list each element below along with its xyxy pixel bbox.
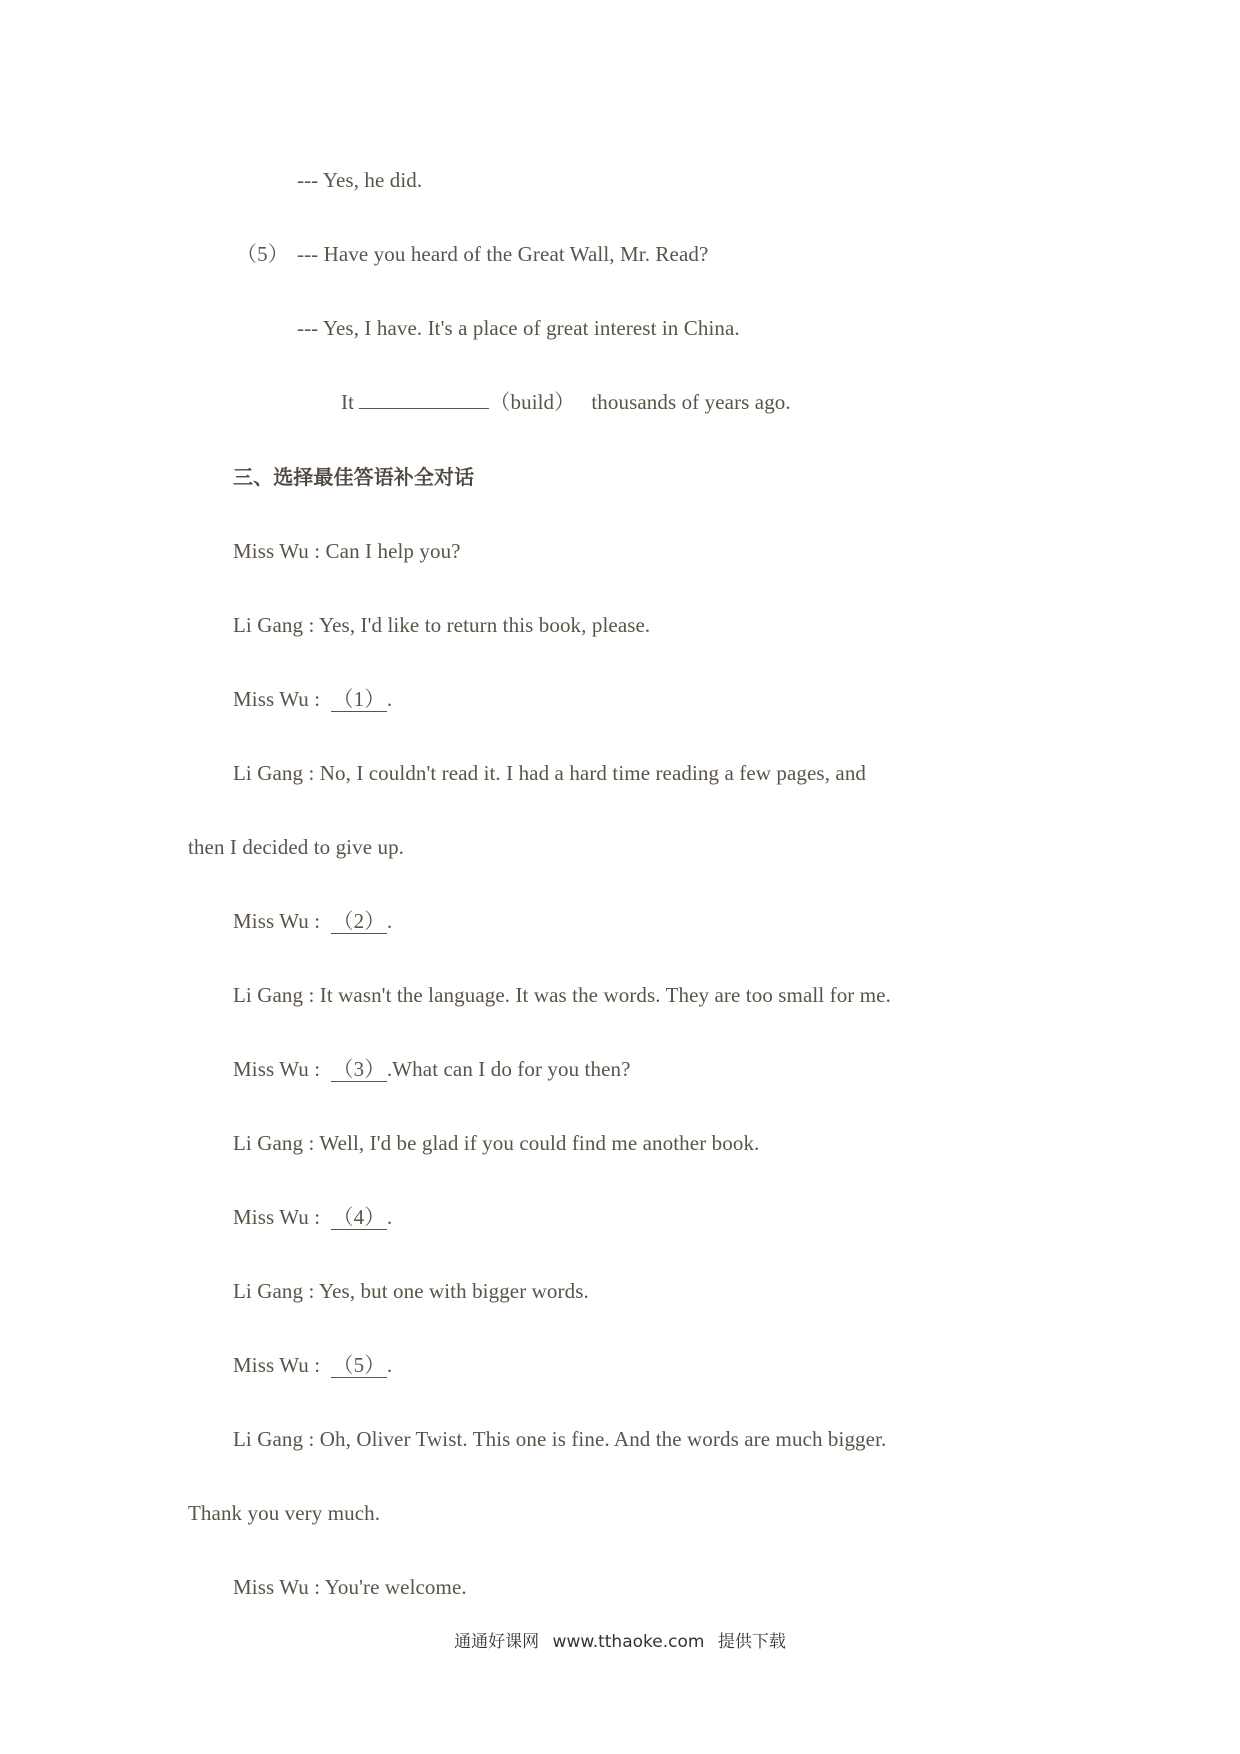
dialogue-line-8: Li Gang : Well, I'd be glad if you could find me another book. [233, 1131, 760, 1155]
q5-line-start: It [341, 390, 355, 414]
speaker: Miss Wu [233, 1575, 309, 1599]
section3-heading: 三、选择最佳答语补全对话 [233, 465, 475, 489]
answer-blank-4: （4） [332, 1205, 386, 1229]
q5-fill-line [341, 388, 791, 416]
dialogue-text: You're welcome. [324, 1575, 467, 1599]
speaker: Li Gang [233, 613, 304, 637]
dialogue-text: Oh, Oliver Twist. This one is fine. And the words are much bigger. [319, 1427, 887, 1451]
dialogue-text: Well, I'd be glad if you could find me another book. [319, 1131, 760, 1155]
q5-hint: （build） [489, 390, 576, 414]
speaker: Miss Wu [233, 1205, 309, 1229]
q5-question: --- Have you heard of the Great Wall, Mr. Read? [297, 242, 709, 266]
dialogue-line-12-continuation: Thank you very much. [188, 1501, 381, 1525]
speaker: Li Gang [233, 1279, 304, 1303]
footer-url: www.tthaoke.com [552, 1632, 705, 1652]
dialogue-text: No, I couldn't read it. I had a hard time reading a few pages, and [319, 761, 867, 785]
dialogue-line-3: Miss Wu : （1）. [233, 687, 393, 711]
dialogue-text: .What can I do for you then? [386, 1057, 631, 1081]
dialogue-line-9: Miss Wu : （4）. [233, 1205, 393, 1229]
q5-number: （5） [236, 242, 289, 266]
dialogue-line-7: Miss Wu : （3）.What can I do for you then? [233, 1057, 631, 1081]
dialogue-line-2: Li Gang : Yes, I'd like to return this book, please. [233, 613, 651, 637]
speaker: Miss Wu [233, 539, 309, 563]
dialogue-text: Can I help you? [325, 539, 461, 563]
footer-site-name: 通通好课网 [454, 1632, 540, 1652]
q5-blank [359, 408, 489, 409]
answer-blank-1: （1） [332, 687, 386, 711]
footer-suffix: 提供下载 [717, 1632, 786, 1652]
speaker: Miss Wu [233, 1057, 309, 1081]
dialogue-line-4: Li Gang : No, I couldn't read it. I had a hard time reading a few pages, and [233, 761, 867, 785]
speaker: Li Gang [233, 983, 304, 1007]
dialogue-text: . [386, 1205, 393, 1229]
page-footer [0, 1627, 1240, 1652]
q4-answer: --- Yes, he did. [297, 168, 423, 192]
answer-blank-2: （2） [332, 909, 386, 933]
speaker: Li Gang [233, 1131, 304, 1155]
dialogue-text: . [386, 1353, 393, 1377]
dialogue-line-4-continuation: then I decided to give up. [188, 835, 405, 859]
dialogue-text: Yes, but one with bigger words. [318, 1279, 589, 1303]
dialogue-text: Yes, I'd like to return this book, please. [318, 613, 651, 637]
dialogue-line-10: Li Gang : Yes, but one with bigger words. [233, 1279, 589, 1303]
speaker: Li Gang [233, 1427, 304, 1451]
dialogue-line-1: Miss Wu : Can I help you? [233, 539, 461, 563]
speaker: Miss Wu [233, 909, 309, 933]
dialogue-line-12: Li Gang : Oh, Oliver Twist. This one is fine. And the words are much bigger. [233, 1427, 887, 1451]
q5-answer: --- Yes, I have. It's a place of great interest in China. [297, 316, 740, 340]
speaker: Li Gang [233, 761, 304, 785]
speaker: Miss Wu [233, 1353, 309, 1377]
dialogue-line-13: Miss Wu : You're welcome. [233, 1575, 467, 1599]
dialogue-text: It wasn't the language. It was the words. They are too small for me. [319, 983, 891, 1007]
dialogue-text: . [386, 909, 393, 933]
speaker: Miss Wu [233, 687, 309, 711]
answer-blank-3: （3） [332, 1057, 386, 1081]
answer-blank-5: （5） [332, 1353, 386, 1377]
dialogue-line-6: Li Gang : It wasn't the language. It was the words. They are too small for me. [233, 983, 891, 1007]
dialogue-line-11: Miss Wu : （5）. [233, 1353, 393, 1377]
dialogue-text: . [386, 687, 393, 711]
q5-line-end: thousands of years ago. [591, 390, 791, 414]
dialogue-line-5: Miss Wu : （2）. [233, 909, 393, 933]
